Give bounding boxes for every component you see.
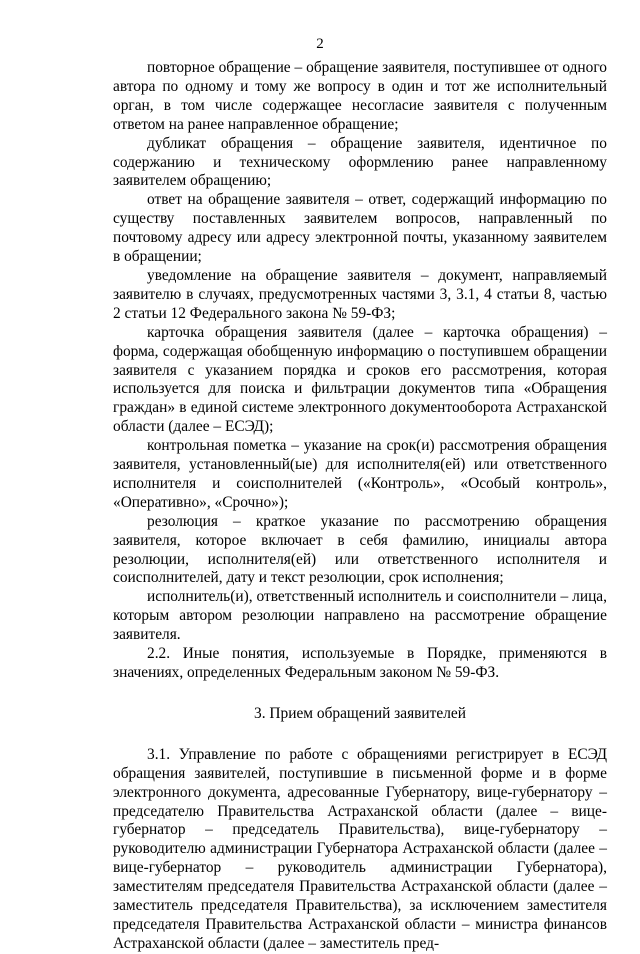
clause-2-2: 2.2. Иные понятия, используемые в Порядке, применяются в значениях, определенных Федеральным законом № 59-ФЗ. xyxy=(113,645,607,681)
definition-executors: исполнитель(и), ответственный исполнитель и соисполнители – лица, которым автором резолюции направлено на рассмотрение обращение заявителя. xyxy=(113,588,607,644)
definition-control-mark: контрольная пометка – указание на срок(и) рассмотрения обращения заявителя, установленный(ые) для исполнителя(ей) или ответственного исполнителя и соисполнителей («Контроль», «Особый контроль», «Оперативно», «Срочно»); xyxy=(113,437,607,511)
definition-appeal-card: карточка обращения заявителя (далее – карточка обращения) – форма, содержащая обобщенную информацию о поступившем обращении заявителя с указанием порядка и сроков его рассмотрения, которая используется для поиска и фильтрации документов типа «Обращения граждан» в единой системе электронного документооборота Астраханской области (далее – ЕСЭД); xyxy=(113,323,607,436)
page-number: 2 xyxy=(316,36,324,52)
definition-notification: уведомление на обращение заявителя – документ, направляемый заявителю в случаях, предусмотренных частями 3, 3.1, 4 статьи 8, частью 2 статьи 12 Федерального закона № 59-ФЗ; xyxy=(113,266,607,322)
definition-duplicate-appeal: дубликат обращения – обращение заявителя, идентичное по содержанию и техническому оформлению ранее направленному заявителем обращению; xyxy=(113,134,607,190)
definition-resolution: резолюция – краткое указание по рассмотрению обращения заявителя, которое включает в себя фамилию, инициалы автора резолюции, исполнителя(ей) или ответственного исполнителя и соисполнителей, дату и текст резолюции, срок исполнения; xyxy=(113,512,607,587)
document-body xyxy=(113,59,607,954)
definition-answer: ответ на обращение заявителя – ответ, содержащий информацию по существу поставленных заявителем вопросов, направленный по почтовому адресу или адресу электронной почты, указанному заявителем в обращении; xyxy=(113,191,607,266)
section-heading: 3. Прием обращений заявителей xyxy=(254,704,466,722)
clause-3-1: 3.1. Управление по работе с обращениями регистрирует в ЕСЭД обращения заявителей, поступившие в письменной форме и в форме электронного документа, адресованные Губернатору, вице-губернатору – председателю Правительства Астраханской области (далее – вице-губернатор – председатель Правительства), вице-губернатору – руководителю администрации Губернатора Астраханской области (далее – вице-губернатор – руководитель администрации Губернатора), заместителям председателя Правительства Астраханской области (далее – заместитель председателя Правительства), за исключением заместителя председателя Правительства Астраханской области – министра финансов Астраханской области (далее – заместитель пред- xyxy=(113,745,607,952)
definition-repeat-appeal: повторное обращение – обращение заявителя, поступившее от одного автора по одному и тому же вопросу в один и тот же исполнительный орган, в том числе содержащее несогласие заявителя с полученным ответом на ранее направленное обращение; xyxy=(113,59,607,133)
